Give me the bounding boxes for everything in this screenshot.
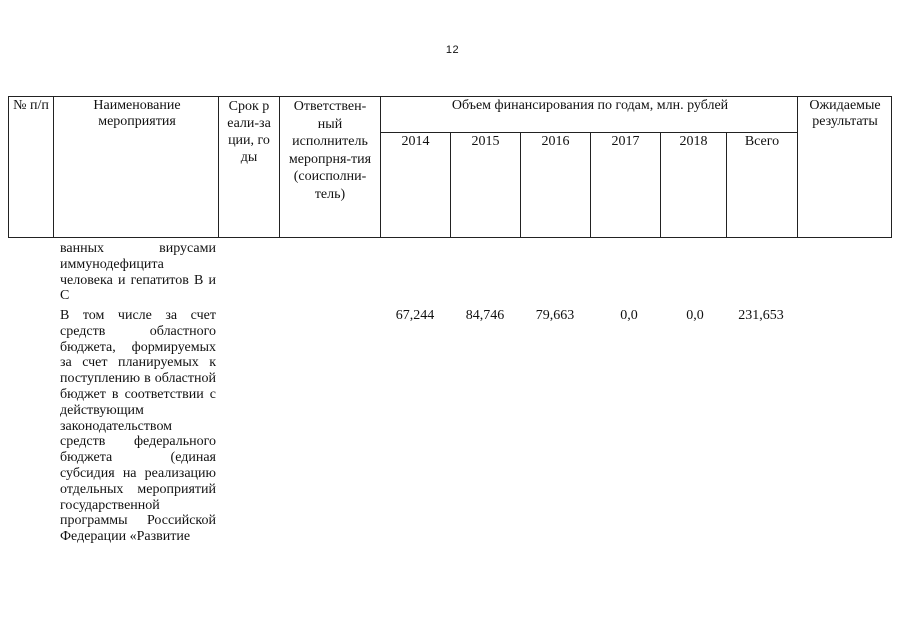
col-border-1 xyxy=(53,96,54,238)
value-2015: 84,746 xyxy=(465,308,505,323)
header-col-results: Ожидаемые результаты xyxy=(809,98,881,129)
funding-description: В том числе за счет средств областного бюджета, формируемых за счет планируемых к поступлению в областной бюджет в соответствии с действующим законодательством средств федерального бюджета (единая субсидия на реализацию отдельных мероприятий государственной программы Российской Федерации «Развитие xyxy=(60,308,216,545)
value-2014: 67,244 xyxy=(395,308,435,323)
col-border-3 xyxy=(279,96,280,238)
header-top-border xyxy=(8,96,892,97)
header-year-2015: 2015 xyxy=(471,134,500,149)
header-total: Всего xyxy=(744,134,780,149)
header-year-2017: 2017 xyxy=(611,134,640,149)
header-col-term: Срок реали-зации, годы xyxy=(227,99,271,165)
value-2018: 0,0 xyxy=(686,308,704,323)
header-year-2018: 2018 xyxy=(679,134,708,149)
col-border-0 xyxy=(8,96,9,238)
value-2016: 79,663 xyxy=(535,308,575,323)
col-border-4 xyxy=(380,96,381,238)
value-2017: 0,0 xyxy=(620,308,638,323)
col-border-10 xyxy=(797,96,798,238)
col-border-2 xyxy=(218,96,219,238)
header-col-number: № п/п xyxy=(13,98,49,113)
header-col-name: Наименование мероприятия xyxy=(93,98,181,129)
page-number: 12 xyxy=(445,44,460,56)
header-year-2014: 2014 xyxy=(401,134,430,149)
funding-subheader-border xyxy=(380,132,797,133)
value-total: 231,653 xyxy=(738,308,784,323)
header-col-executor: Ответствен-ный исполнитель меропрня-тия (соисполни-тель) xyxy=(288,99,372,202)
header-year-2016: 2016 xyxy=(541,134,570,149)
header-col-funding: Объем финансирования по годам, млн. рублей xyxy=(451,98,729,113)
continuation-text: ванных вирусами иммунодефицита человека и гепатитов В и С xyxy=(60,241,216,304)
col-border-11 xyxy=(891,96,892,238)
